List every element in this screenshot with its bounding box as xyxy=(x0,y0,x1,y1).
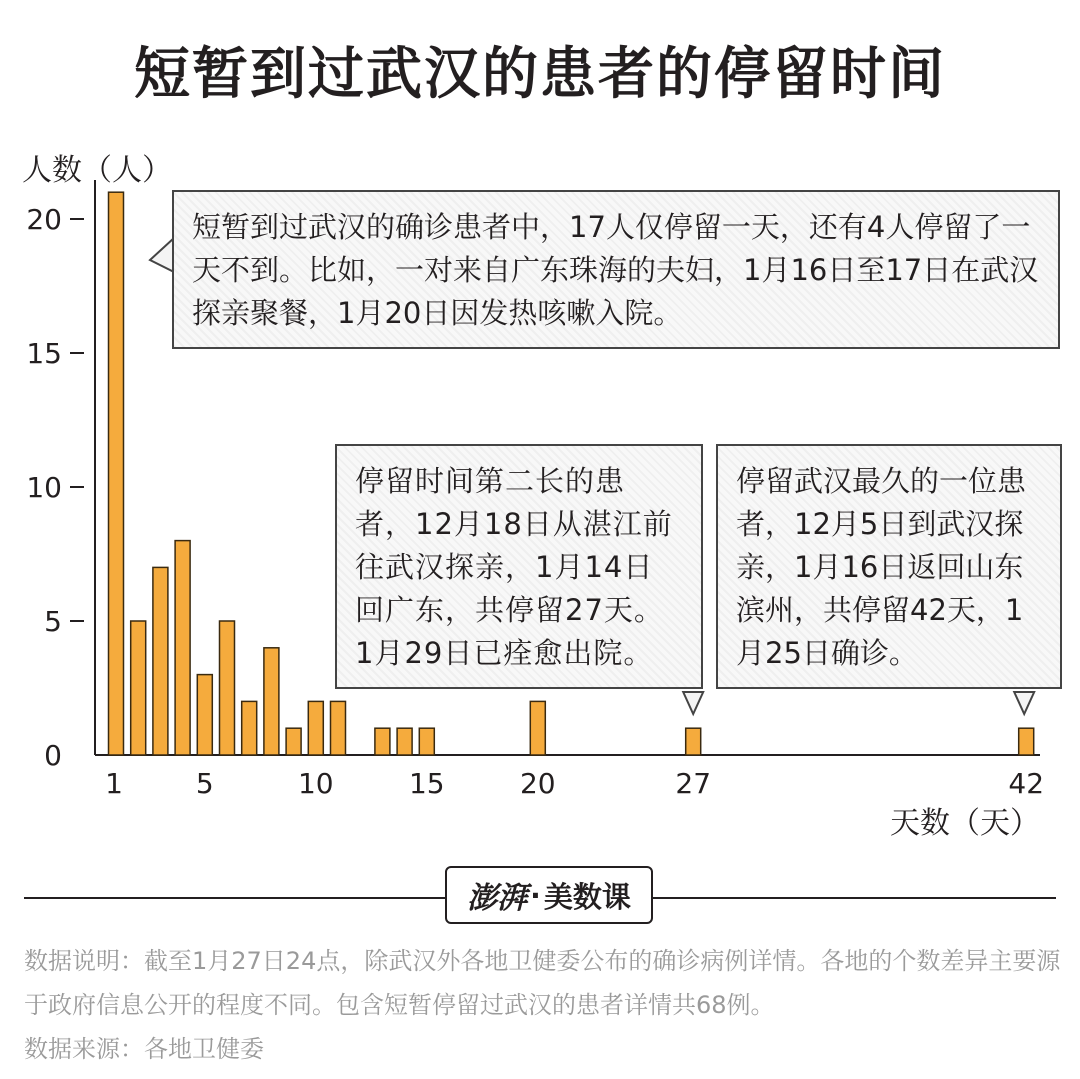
divider-left xyxy=(24,897,445,899)
bar-day-42 xyxy=(1019,728,1034,755)
y-tick-label: 20 xyxy=(26,203,62,236)
bar-day-1 xyxy=(109,192,124,755)
logo-text: 美数课 xyxy=(543,879,631,914)
bar-day-2 xyxy=(131,621,146,755)
the-paper-logo xyxy=(445,866,653,924)
bar-day-11 xyxy=(331,701,346,755)
callout-27-day-stay xyxy=(335,444,703,689)
data-source: 数据来源：各地卫健委 xyxy=(24,1035,264,1063)
data-note: 数据说明：截至1月27日24点，除武汉外各地卫健委公布的确诊病例详情。各地的个数差异主要源于政府信息公开的程度不同。包含短暂停留过武汉的患者详情共68例。 xyxy=(24,947,1061,1019)
x-tick-label: 1 xyxy=(105,767,123,800)
page-title: 短暂到过武汉的患者的停留时间 xyxy=(134,42,946,107)
x-tick-label: 20 xyxy=(519,767,556,800)
x-axis-label: 天数（天） xyxy=(890,806,1040,841)
bar-day-8 xyxy=(264,648,279,755)
logo-script-text: 澎湃 xyxy=(467,881,528,916)
bar-day-15 xyxy=(419,728,434,755)
x-tick-label: 27 xyxy=(675,767,712,800)
callout-27-pointer xyxy=(683,692,703,714)
x-tick-label: 5 xyxy=(195,767,214,800)
bar-day-7 xyxy=(242,701,257,755)
y-tick-label: 0 xyxy=(44,739,62,772)
x-tick-label: 42 xyxy=(1008,767,1045,800)
callout-main-pointer xyxy=(150,238,174,272)
y-tick-label: 15 xyxy=(26,337,62,370)
logo-dot: · xyxy=(530,878,541,912)
callout-one-day-stay-text: 短暂到过武汉的确诊患者中，17人仅停留一天，还有4人停留了一天不到。比如，一对来自广东珠海的夫妇，1月16日至17日在武汉探亲聚餐，1月20日因发热咳嗽入院。 xyxy=(172,190,1060,349)
bar-day-20 xyxy=(530,701,545,755)
bar-day-14 xyxy=(397,728,412,755)
callout-42-pointer xyxy=(1014,692,1034,714)
divider-right xyxy=(653,897,1056,899)
callout-27-day-stay-text: 停留时间第二长的患者，12月18日从湛江前往武汉探亲，1月14日回广东，共停留27天。1月29日已痊愈出院。 xyxy=(335,444,703,689)
callout-42-day-stay-text: 停留武汉最久的一位患者，12月5日到武汉探亲，1月16日返回山东滨州，共停留42天，1月25日确诊。 xyxy=(716,444,1062,689)
y-tick-label: 5 xyxy=(44,605,62,638)
bar-day-9 xyxy=(286,728,301,755)
bar-day-13 xyxy=(375,728,390,755)
y-axis-label: 人数（人） xyxy=(22,153,172,188)
y-tick-label: 10 xyxy=(26,471,62,504)
callout-42-day-stay xyxy=(716,444,1062,689)
bar-day-5 xyxy=(197,675,212,755)
bar-day-4 xyxy=(175,541,190,755)
bar-day-6 xyxy=(220,621,235,755)
bar-day-27 xyxy=(686,728,701,755)
bar-day-3 xyxy=(153,567,168,755)
callout-one-day-stay xyxy=(172,190,1060,349)
x-tick-label: 15 xyxy=(408,767,445,800)
bar-day-10 xyxy=(308,701,323,755)
x-tick-label: 10 xyxy=(297,767,334,800)
